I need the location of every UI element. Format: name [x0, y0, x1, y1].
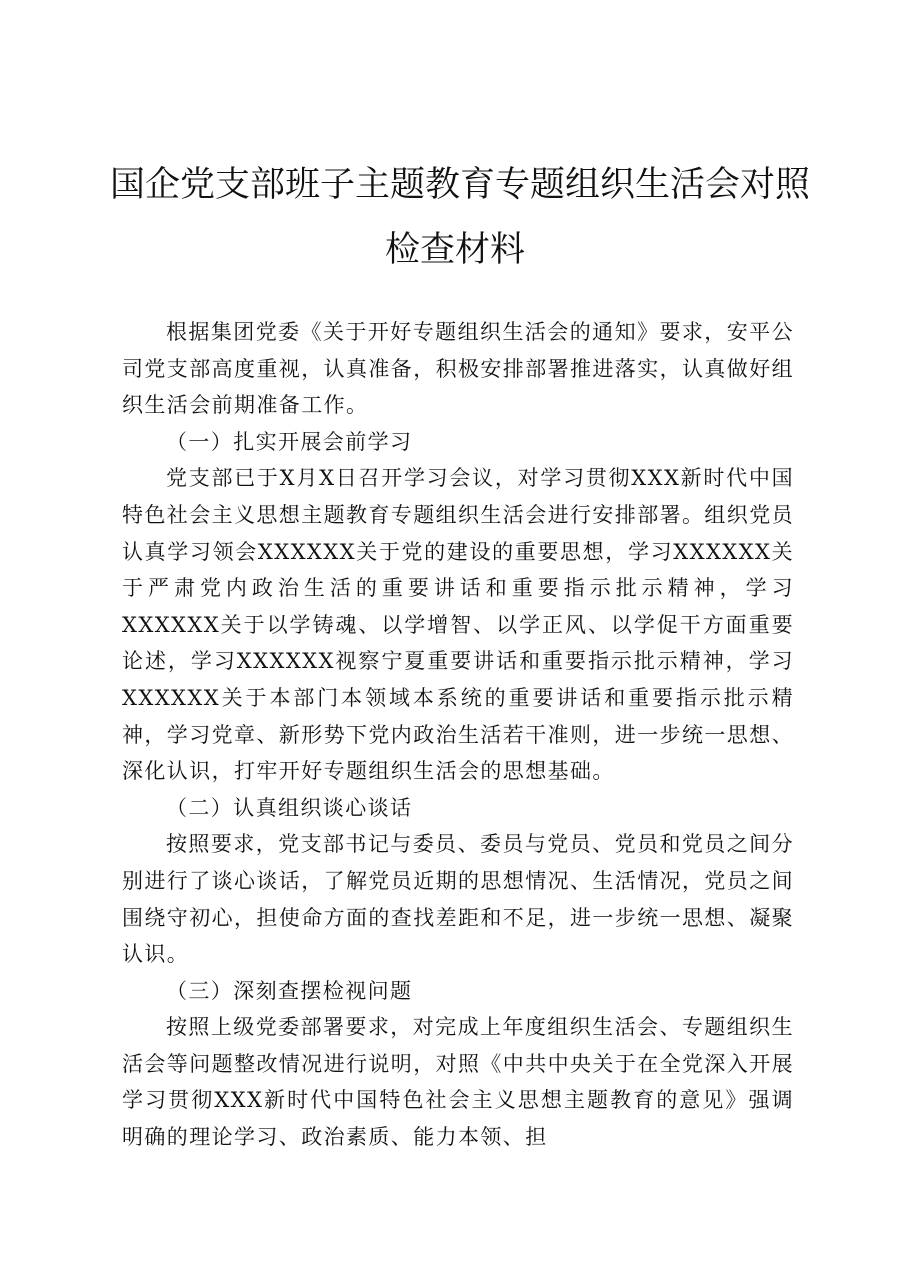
document-title-line-1: 国企党支部班子主题教育专题组织生活会对照 — [110, 165, 811, 205]
intro-paragraph: 根据集团党委《关于开好专题组织生活会的通知》要求，安平公司党支部高度重视，认真准备，积极安排部署推进落实，认真做好组织生活会前期准备工作。 — [122, 320, 794, 418]
section-1-paragraph: 党支部已于X月X日召开学习会议，对学习贯彻XXX新时代中国特色社会主义思想主题教育专题组织生活会进行安排部署。组织党员认真学习领会XXXXXX关于党的建设的重要思想，学习XXXXXX关于严肃党内政治生活的重要讲话和重要指示批示精神，学习XXXXXX关于以学铸魂、以学增智、以学正风、以学促干方面重要论述，学习XXXXXX视察宁夏重要讲话和重要指示批示精神，学习XXXXXX关于本部门本领域本系统的重要讲话和重要指示批示精神，学习党章、新形势下党内政治生活若干准则，进一步统一思想、深化认识，打牢开好专题组织生活会的思想基础。 — [122, 466, 794, 784]
document-title-line-2: 检查材料 — [384, 230, 525, 270]
section-heading-2: （二）认真组织谈心谈话 — [166, 795, 413, 820]
section-3-paragraph: 按照上级党委部署要求，对完成上年度组织生活会、专题组织生活会等问题整改情况进行说明，对照《中共中央关于在全党深入开展学习贯彻XXX新时代中国特色社会主义思想主题教育的意见》强调明确的理论学习、政治素质、能力本领、担 — [122, 1015, 794, 1150]
section-heading-3: （三）深刻查摆检视问题 — [166, 978, 413, 1003]
section-2-paragraph: 按照要求，党支部书记与委员、委员与党员、党员和党员之间分别进行了谈心谈话，了解党员近期的思想情况、生活情况，党员之间围绕守初心，担使命方面的查找差距和不足，进一步统一思想、凝聚认识。 — [122, 832, 794, 967]
section-heading-1: （一）扎实开展会前学习 — [166, 429, 413, 454]
document-body — [122, 314, 794, 1156]
